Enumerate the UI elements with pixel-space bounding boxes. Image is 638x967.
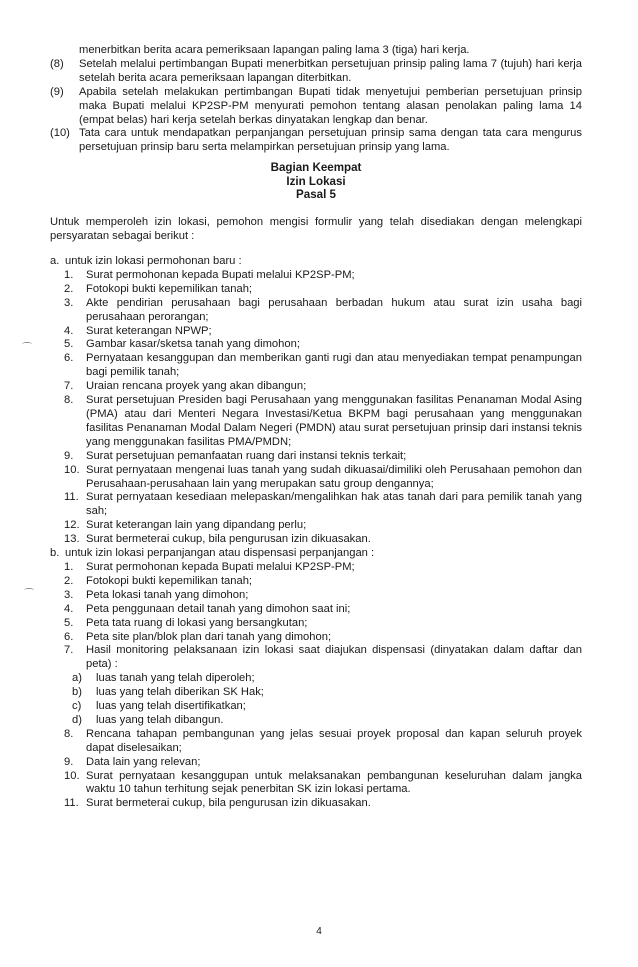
- list-item: 9. Data lain yang relevan;: [64, 755, 201, 768]
- section-title: untuk izin lokasi permohonan baru :: [65, 255, 242, 268]
- section-title: untuk izin lokasi perpanjangan atau dispensasi perpanjangan :: [65, 547, 375, 560]
- section-a-list: [50, 269, 582, 547]
- list-item: 8. Surat persetujuan Presiden bagi Perusahaan yang menggunakan fasilitas Penanaman Modal Asing (PMA) atau dari Menteri Negara Investasi/Ketua BKPM bagi perusahaan yang menggunakan fasilitas Penanaman Modal Dalam Negeri (PMDN) atau surat persetujuan prinsip dari instansi teknis yang menggunakan fasilitas PMA/PMDN;: [64, 394, 582, 448]
- list-item: 5. Gambar kasar/sketsa tanah yang dimohon;: [64, 338, 300, 351]
- section-a-title: [50, 255, 582, 269]
- clause-10: [50, 127, 582, 155]
- section-b-list: [50, 561, 582, 811]
- heading-title: Izin Lokasi: [286, 174, 346, 188]
- heading-part: Bagian Keempat: [270, 161, 362, 175]
- list-item: 8. Rencana tahapan pembangunan yang jelas sesuai proyek proposal dan kapan seluruh proyek dapat diselesaikan;: [64, 727, 582, 754]
- clause-number: (8): [50, 57, 64, 70]
- list-item: 11. Surat pernyataan kesediaan melepaskan/mengalihkan hak atas tanah dari para pemilik tanah yang sah;: [64, 491, 582, 518]
- sub-list-item: d) luas yang telah dibangun.: [72, 713, 224, 726]
- sub-list-item: b) luas yang telah diberikan SK Hak;: [72, 686, 264, 699]
- clause-text: Apabila setelah melakukan pertimbangan Bupati tidak menyetujui pemberian persetujuan prinsip maka Bupati melalui KP2SP-PM menyurati pemohon tentang alasan penolakan paling lama 14 (empat belas) hari kerja setelah berkas dinyatakan lengkap dan benar.: [79, 85, 582, 126]
- list-item: 5. Peta tata ruang di lokasi yang bersangkutan;: [64, 616, 308, 629]
- intro-paragraph: Untuk memperoleh izin lokasi, pemohon mengisi formulir yang telah disediakan dengan melengkapi persyaratan sebagai berikut :: [50, 216, 582, 242]
- list-item: 7. Uraian rencana proyek yang akan dibangun;: [64, 380, 307, 393]
- section-heading: [50, 161, 582, 202]
- sub-list-item: a) luas tanah yang telah diperoleh;: [72, 672, 255, 685]
- section-letter: b.: [50, 547, 60, 560]
- list-item: 10. Surat pernyataan mengenai luas tanah yang sudah dikuasai/dimiliki oleh Perusahaan pemohon dan Perusahaan-perusahaan lain yang merupakan satu group dengannya;: [64, 463, 582, 490]
- clause-number: (10): [50, 127, 70, 140]
- clause-text: Setelah melalui pertimbangan Bupati menerbitkan persetujuan prinsip paling lama 7 (tujuh) hari kerja setelah berita acara pemeriksaan lapangan diterbitkan.: [79, 57, 582, 84]
- list-item: 12. Surat keterangan lain yang dipandang perlu;: [64, 519, 307, 532]
- continued-text: menerbitkan berita acara pemeriksaan lapangan paling lama 3 (tiga) hari kerja.: [79, 44, 470, 56]
- list-item: 2. Fotokopi bukti kepemilikan tanah;: [64, 282, 253, 295]
- list-item: 1. Surat permohonan kepada Bupati melalui KP2SP-PM;: [64, 268, 355, 281]
- clause-number: (9): [50, 85, 64, 98]
- list-item: 1. Surat permohonan kepada Bupati melalui KP2SP-PM;: [64, 560, 355, 573]
- clause-text: Tata cara untuk mendapatkan perpanjangan persetujuan prinsip sama dengan tata cara mengurus persetujuan prinsip baru serta melampirkan persetujuan prinsip yang lama.: [79, 127, 582, 154]
- sub-list-item: c) luas yang telah disertifikatkan;: [72, 700, 246, 713]
- list-item: 9. Surat persetujuan pemanfaatan ruang dari instansi teknis terkait;: [64, 449, 407, 462]
- list-item: 4. Surat keterangan NPWP;: [64, 324, 212, 337]
- heading-article: Pasal 5: [296, 188, 336, 202]
- section-letter: a.: [50, 255, 60, 268]
- clause-9: [50, 86, 582, 128]
- list-item: 6. Pernyataan kesanggupan dan memberikan ganti rugi dan atau menyediakan tempat penampungan bagi pemilik tanah;: [64, 352, 582, 379]
- list-item: 4. Peta penggunaan detail tanah yang dimohon saat ini;: [64, 602, 351, 615]
- list-item: 2. Fotokopi bukti kepemilikan tanah;: [64, 574, 253, 587]
- section-b-title: [50, 547, 582, 561]
- scan-mark: ⌒: [24, 589, 34, 600]
- clause-8: [50, 58, 582, 86]
- list-item: 3. Peta lokasi tanah yang dimohon;: [64, 588, 249, 601]
- page-number: 4: [316, 926, 322, 937]
- list-item: 11. Surat bermeterai cukup, bila pengurusan izin dikuasakan.: [64, 797, 371, 810]
- scan-mark: ⌒: [22, 343, 32, 354]
- list-item: 6. Peta site plan/blok plan dari tanah yang dimohon;: [64, 630, 332, 643]
- list-item: 13. Surat bermeterai cukup, bila pengurusan izin dikuasakan.: [64, 533, 371, 546]
- list-item: 3. Akte pendirian perusahaan bagi perusahaan berbadan hukum atau surat izin usaha bagi perusahaan perorangan;: [64, 296, 582, 323]
- list-item: 7. Hasil monitoring pelaksanaan izin lokasi saat diajukan dispensasi (dinyatakan dalam daftar dan peta) :: [64, 644, 582, 671]
- list-item: 10. Surat pernyataan kesanggupan untuk melaksanakan pembangunan keseluruhan dalam jangka waktu 10 tahun terhitung sejak penerbitan SK izin lokasi pertama.: [64, 769, 582, 796]
